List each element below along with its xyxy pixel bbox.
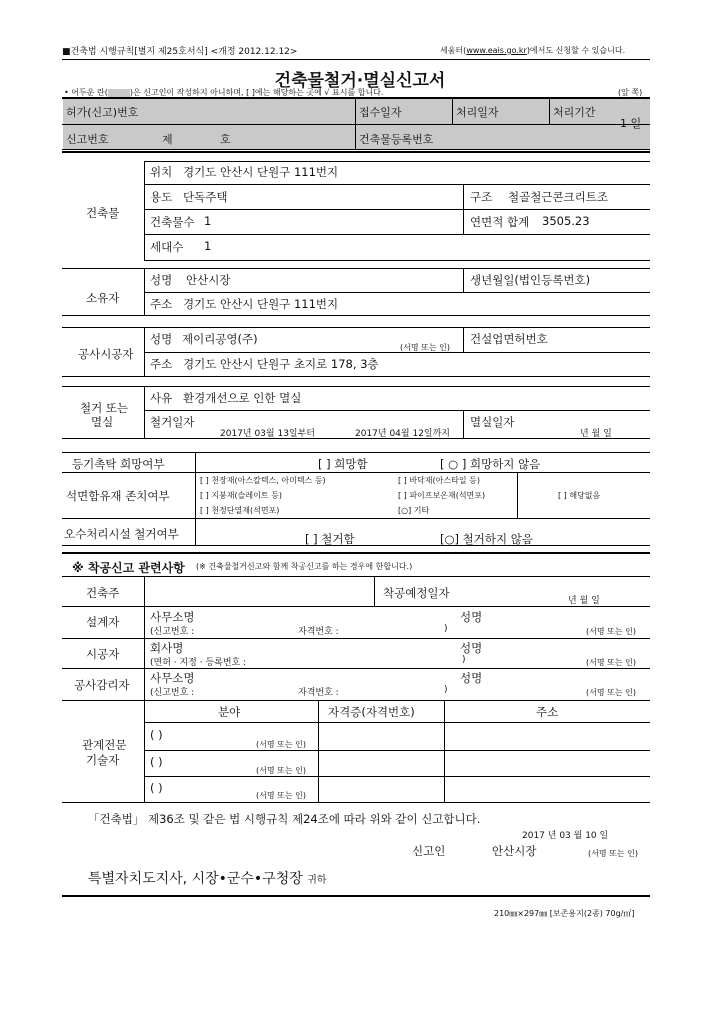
tech-col-field: 분야	[218, 705, 241, 719]
eais-link[interactable]: www.eais.go.kr	[466, 46, 527, 55]
asbestos-none[interactable]: [ ] 해당없음	[558, 491, 601, 500]
use-label: 용도	[150, 190, 173, 204]
households-label: 세대수	[150, 240, 184, 254]
report-number-je: 제	[162, 133, 173, 146]
registry-option-no[interactable]: [ ○ ] 희망하지 않음	[440, 457, 541, 471]
owner-name-label: 성명	[150, 273, 173, 287]
start-date-label: 착공예정일자	[383, 586, 450, 600]
statement: 「건축법」 제36조 및 같은 법 시행규칙 제24조에 따라 위와 같이 신고합니다.	[88, 812, 481, 826]
instruction-note: • 어두운 란( )은 신고인이 작성하지 아니하며, [ ]에는 해당하는 곳에 √ 표시를 합니다.	[64, 88, 384, 97]
paper-spec: 210㎜×297㎜ [보존용지(2종) 70g/㎡]	[494, 909, 635, 918]
builder-name: 성명	[460, 641, 483, 655]
sewage-label: 오수처리시설 철거여부	[64, 527, 179, 541]
tech-row-2-sign: (서명 또는 인)	[256, 766, 306, 775]
contractor-address-label: 주소	[150, 357, 173, 371]
registry-label: 등기촉탁 희망여부	[72, 457, 165, 471]
tech-row-3-sign: (서명 또는 인)	[256, 791, 306, 800]
demolition-end: 2017년 04월 12일까지	[355, 429, 451, 439]
form-title: 건축물철거·멸실신고서	[274, 71, 446, 91]
supervisor-reg: (신고번호 :	[150, 688, 195, 698]
asbestos-item-roof[interactable]: [ ] 지붕재(슬레이트 등)	[200, 491, 282, 500]
builder-sign: (서명 또는 인)	[586, 658, 636, 667]
page-side: (앞 쪽)	[618, 88, 643, 97]
demolition-period-label: 철거일자	[150, 415, 195, 429]
registry-option-yes[interactable]: [ ] 희망함	[318, 457, 368, 471]
tech-label-1: 관계전문	[82, 738, 127, 752]
online-filing-note: 세움터(www.eais.go.kr)에서도 신청할 수 있습니다.	[440, 46, 626, 55]
building-count-label: 건축물수	[150, 215, 195, 229]
owner-section-label: 소유자	[86, 291, 120, 305]
designer-cert: 자격번호 :	[298, 627, 339, 637]
tech-row-2-field: ( )	[150, 755, 163, 769]
sewage-option-no[interactable]: [○] 철거하지 않음	[440, 532, 533, 546]
structure-label: 구조	[470, 190, 493, 204]
structure-value: 철골철근콘크리트조	[508, 190, 608, 204]
reporter-sign: (서명 또는 인)	[588, 849, 638, 858]
builder-reg: (면허 · 지정 · 등록번호 :	[150, 658, 247, 668]
contractor-name-label: 성명	[150, 332, 173, 346]
owner-birth-label: 생년월일(법인등록번호)	[470, 273, 591, 287]
building-registration-label: 건축물등록번호	[359, 133, 434, 146]
tech-col-address: 주소	[536, 705, 559, 719]
asbestos-item-insulation[interactable]: [ ] 천정단열재(석면포)	[200, 506, 280, 515]
tech-row-3-field: ( )	[150, 781, 163, 795]
builder-close: )	[462, 655, 466, 665]
tech-label-2: 기술자	[86, 753, 120, 767]
supervisor-cert: 자격번호 :	[298, 688, 339, 698]
demolition-label-1: 철거 또는	[80, 401, 129, 415]
asbestos-label: 석면함유재 존치여부	[66, 489, 170, 503]
start-date-value: 년 월 일	[568, 596, 600, 606]
supervisor-close: )	[444, 685, 448, 695]
designer-label: 설계자	[86, 615, 120, 629]
process-period-label: 처리기간	[553, 106, 596, 119]
demolition-label-2: 멸실	[91, 415, 114, 429]
location-label: 위치	[150, 165, 173, 179]
contractor-license-label: 건설업면허번호	[470, 332, 548, 346]
permit-number-label: 허가(신고)번호	[66, 106, 139, 119]
process-date-label: 처리일자	[456, 106, 499, 119]
asbestos-item-floor[interactable]: [ ] 바닥재(아스타일 등)	[398, 476, 480, 485]
total-area-value: 3505.23	[542, 214, 590, 228]
client-label: 건축주	[86, 586, 120, 600]
sewage-option-yes[interactable]: [ ] 철거함	[305, 532, 355, 546]
supervisor-label: 공사감리자	[74, 678, 130, 692]
use-value: 단독주택	[183, 190, 228, 204]
asbestos-item-other[interactable]: [○] 기타	[398, 506, 430, 515]
demolition-reason-label: 사유	[150, 391, 173, 405]
designer-close: )	[444, 624, 448, 634]
designer-sign: (서명 또는 인)	[586, 627, 636, 636]
households-value: 1	[204, 239, 212, 253]
report-number-ho: 호	[220, 133, 231, 146]
asbestos-item-pipe[interactable]: [ ] 파이프보온재(석면포)	[398, 491, 486, 500]
reporter-name: 안산시장	[492, 844, 537, 858]
contractor-sign-note: (서명 또는 인)	[400, 343, 450, 352]
contractor-name-value: 제이리공영(주)	[182, 332, 258, 346]
contractor-section-label: 공사시공자	[78, 347, 134, 361]
total-area-label: 연면적 합계	[470, 215, 530, 229]
owner-name-value: 안산시장	[186, 273, 231, 287]
construction-heading: ※ 착공신고 관련사항	[72, 561, 185, 575]
contractor-address-value: 경기도 안산시 단원구 초지로 178, 3층	[183, 357, 379, 371]
designer-office: 사무소명	[150, 610, 195, 624]
process-period-value: 1 일	[620, 117, 642, 130]
building-section-label: 건축물	[86, 206, 120, 220]
asbestos-item-ceiling[interactable]: [ ] 천장재(아스칼텍스, 아미텍스 등)	[200, 476, 326, 485]
demolition-start: 2017년 03월 13일부터	[220, 429, 316, 439]
builder-label: 시공자	[86, 647, 120, 661]
report-number-label: 신고번호	[66, 133, 109, 146]
report-date: 2017 년 03 월 10 일	[522, 831, 609, 841]
demolition-reason-value: 환경개선으로 인한 멸실	[183, 391, 302, 405]
form-reference: ■건축법 시행규칙[별지 제25호서식] <개정 2012.12.12>	[62, 47, 298, 57]
location-value: 경기도 안산시 단원구 111번지	[183, 165, 339, 179]
loss-date-label: 멸실일자	[470, 415, 515, 429]
supervisor-name: 성명	[460, 671, 483, 685]
tech-row-1-field: ( )	[150, 728, 163, 742]
reporter-label: 신고인	[412, 844, 446, 858]
supervisor-office: 사무소명	[150, 671, 195, 685]
receipt-date-label: 접수일자	[359, 106, 402, 119]
designer-reg: (신고번호 :	[150, 627, 195, 637]
builder-company: 회사명	[150, 641, 184, 655]
loss-date-value: 년 월 일	[580, 429, 612, 439]
owner-address-value: 경기도 안산시 단원구 111번지	[183, 297, 339, 311]
designer-name: 성명	[460, 610, 483, 624]
building-count-value: 1	[204, 214, 212, 228]
supervisor-sign: (서명 또는 인)	[586, 688, 636, 697]
construction-heading-note: (※ 건축물철거신고와 함께 착공신고를 하는 경우에 한합니다.)	[196, 562, 413, 571]
owner-address-label: 주소	[150, 297, 173, 311]
addressee: 특별자치도지사, 시장•군수•구청장 귀하	[88, 871, 327, 887]
tech-col-cert: 자격증(자격번호)	[328, 705, 415, 719]
tech-row-1-sign: (서명 또는 인)	[256, 740, 306, 749]
